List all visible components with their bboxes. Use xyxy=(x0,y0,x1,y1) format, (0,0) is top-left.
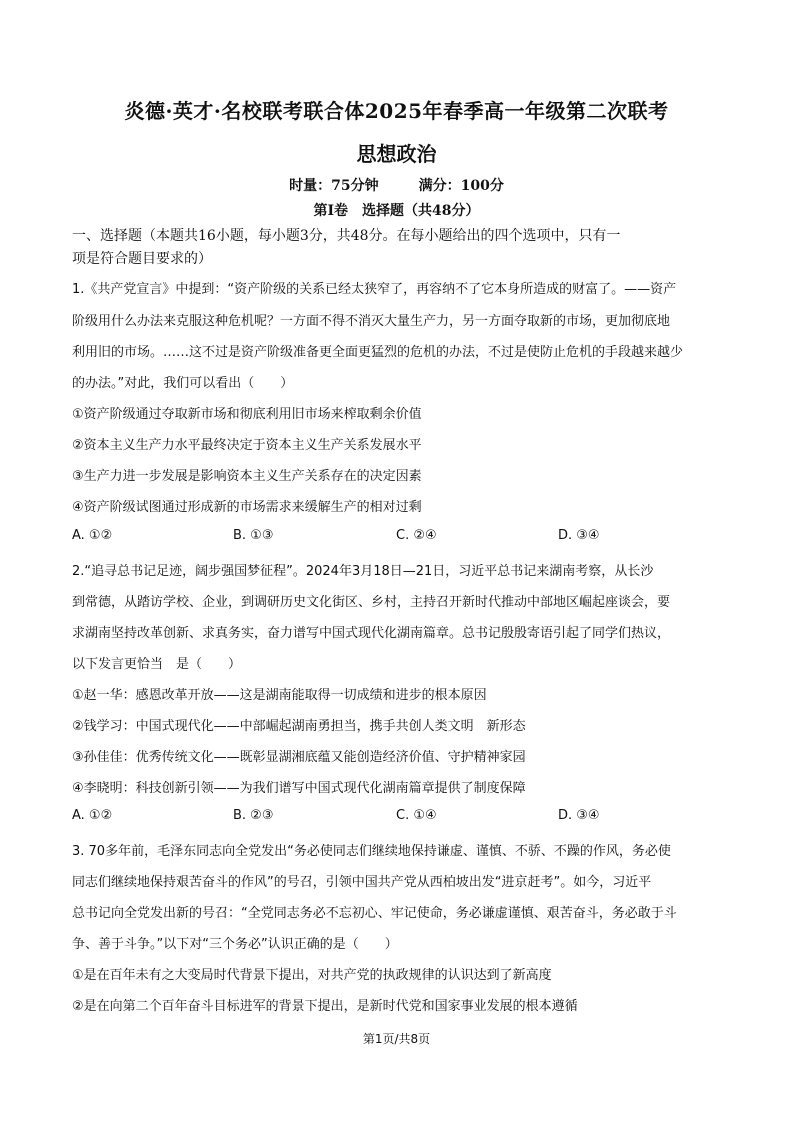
q2-option-b[interactable]: B. ②③ xyxy=(233,808,274,823)
q2-stem-line: 2.“追寻总书记足迹，阔步强国梦征程”。2024年3月18日—21日，习近平总书记来湖南考察，从长沙 xyxy=(72,564,654,579)
q2-option-a[interactable]: A. ①② xyxy=(72,808,113,823)
q1-stem-line: 阶级用什么办法来克服这种危机呢？一方面不得不消灭大量生产力，另一方面夺取新的市场，更加彻底地 xyxy=(72,314,671,329)
section-instruction-line2: 项是符合题目要求的） xyxy=(72,251,212,267)
q1-item: ①资产阶级通过夺取新市场和彻底利用旧市场来榨取剩余价值 xyxy=(72,407,422,422)
q2-stem-line: 求湖南坚持改革创新、求真务实，奋力谱写中国式现代化湖南篇章。总书记殷殷寄语引起了同学们热议， xyxy=(72,626,671,641)
q2-stem-line: 到常德，从踏访学校、企业，到调研历史文化街区、乡村，主持召开新时代推动中部地区崛起座谈会，要 xyxy=(72,595,671,610)
q2-stem-line: 以下发言更恰当 是（ ） xyxy=(72,657,242,672)
q2-item: ③孙佳佳：优秀传统文化——既彰显湖湘底蕴又能创造经济价值、守护精神家园 xyxy=(72,750,526,765)
page-number: 第1页/共8页 xyxy=(362,1032,431,1046)
q2-item: ②钱学习：中国式现代化——中部崛起湖南勇担当，携手共创人类文明 新形态 xyxy=(72,719,526,734)
q1-item: ③生产力进一步发展是影响资本主义生产关系存在的决定因素 xyxy=(72,469,422,484)
q2-option-c[interactable]: C. ①④ xyxy=(396,808,437,823)
q1-item: ②资本主义生产力水平最终决定于资本主义生产关系发展水平 xyxy=(72,438,422,453)
q2-item: ①赵一华：感恩改革开放——这是湖南能取得一切成绩和进步的根本原因 xyxy=(72,688,487,703)
q3-stem-line: 3. 70多年前，毛泽东同志向全党发出“务必使同志们继续地保持谦虚、谨慎、不骄、不躁的作风，务必使 xyxy=(72,844,671,859)
q1-option-a[interactable]: A. ①② xyxy=(72,528,113,543)
q1-stem-line: 1.《共产党宣言》中提到：“资产阶级的关系已经太狭窄了，再容纳不了它本身所造成的财富了。——资产 xyxy=(72,282,677,297)
q3-item: ①是在百年未有之大变局时代背景下提出，对共产党的执政规律的认识达到了新高度 xyxy=(72,968,552,983)
q1-stem-line: 利用旧的市场。……这不过是资产阶级准备更全面更猛烈的危机的办法，不过是使防止危机的手段越来越少 xyxy=(72,345,684,360)
exam-title: 炎德·英才·名校联考联合体2025年春季高一年级第二次联考 xyxy=(124,99,669,123)
q1-option-d[interactable]: D. ③④ xyxy=(558,528,600,543)
time-limit: 时量：75分钟 xyxy=(289,178,379,194)
volume-heading: 第Ⅰ卷 选择题（共48分） xyxy=(313,203,480,219)
q3-item: ②是在向第二个百年奋斗目标进军的背景下提出，是新时代党和国家事业发展的根本遵循 xyxy=(72,999,578,1014)
q2-option-d[interactable]: D. ③④ xyxy=(558,808,600,823)
exam-timing xyxy=(0,175,793,195)
q3-stem-line: 总书记向全党发出新的号召：“全党同志务必不忘初心、牢记使命，务必谦虚谨慎、艰苦奋斗，务必敢于斗 xyxy=(72,906,677,921)
q3-stem-line: 同志们继续地保持艰苦奋斗的作风”的号召，引领中国共产党从西柏坡出发“进京赶考”。如今，习近平 xyxy=(72,875,652,890)
section-instruction-line1: 一、选择题（本题共16小题，每小题3分，共48分。在每小题给出的四个选项中，只有一 xyxy=(72,228,621,244)
q1-item: ④资产阶级试图通过形成新的市场需求来缓解生产的相对过剩 xyxy=(72,500,422,515)
q3-stem-line: 争、善于斗争。”以下对“三个务必”认识正确的是（ ） xyxy=(72,937,398,952)
q1-option-b[interactable]: B. ①③ xyxy=(233,528,274,543)
q2-item: ④李晓明：科技创新引领——为我们谱写中国式现代化湖南篇章提供了制度保障 xyxy=(72,781,526,796)
full-score: 满分：100分 xyxy=(418,178,504,194)
q1-stem-line: 的办法。”对此，我们可以看出（ ） xyxy=(72,376,294,391)
q1-option-c[interactable]: C. ②④ xyxy=(396,528,437,543)
subject-title: 思想政治 xyxy=(356,142,437,166)
